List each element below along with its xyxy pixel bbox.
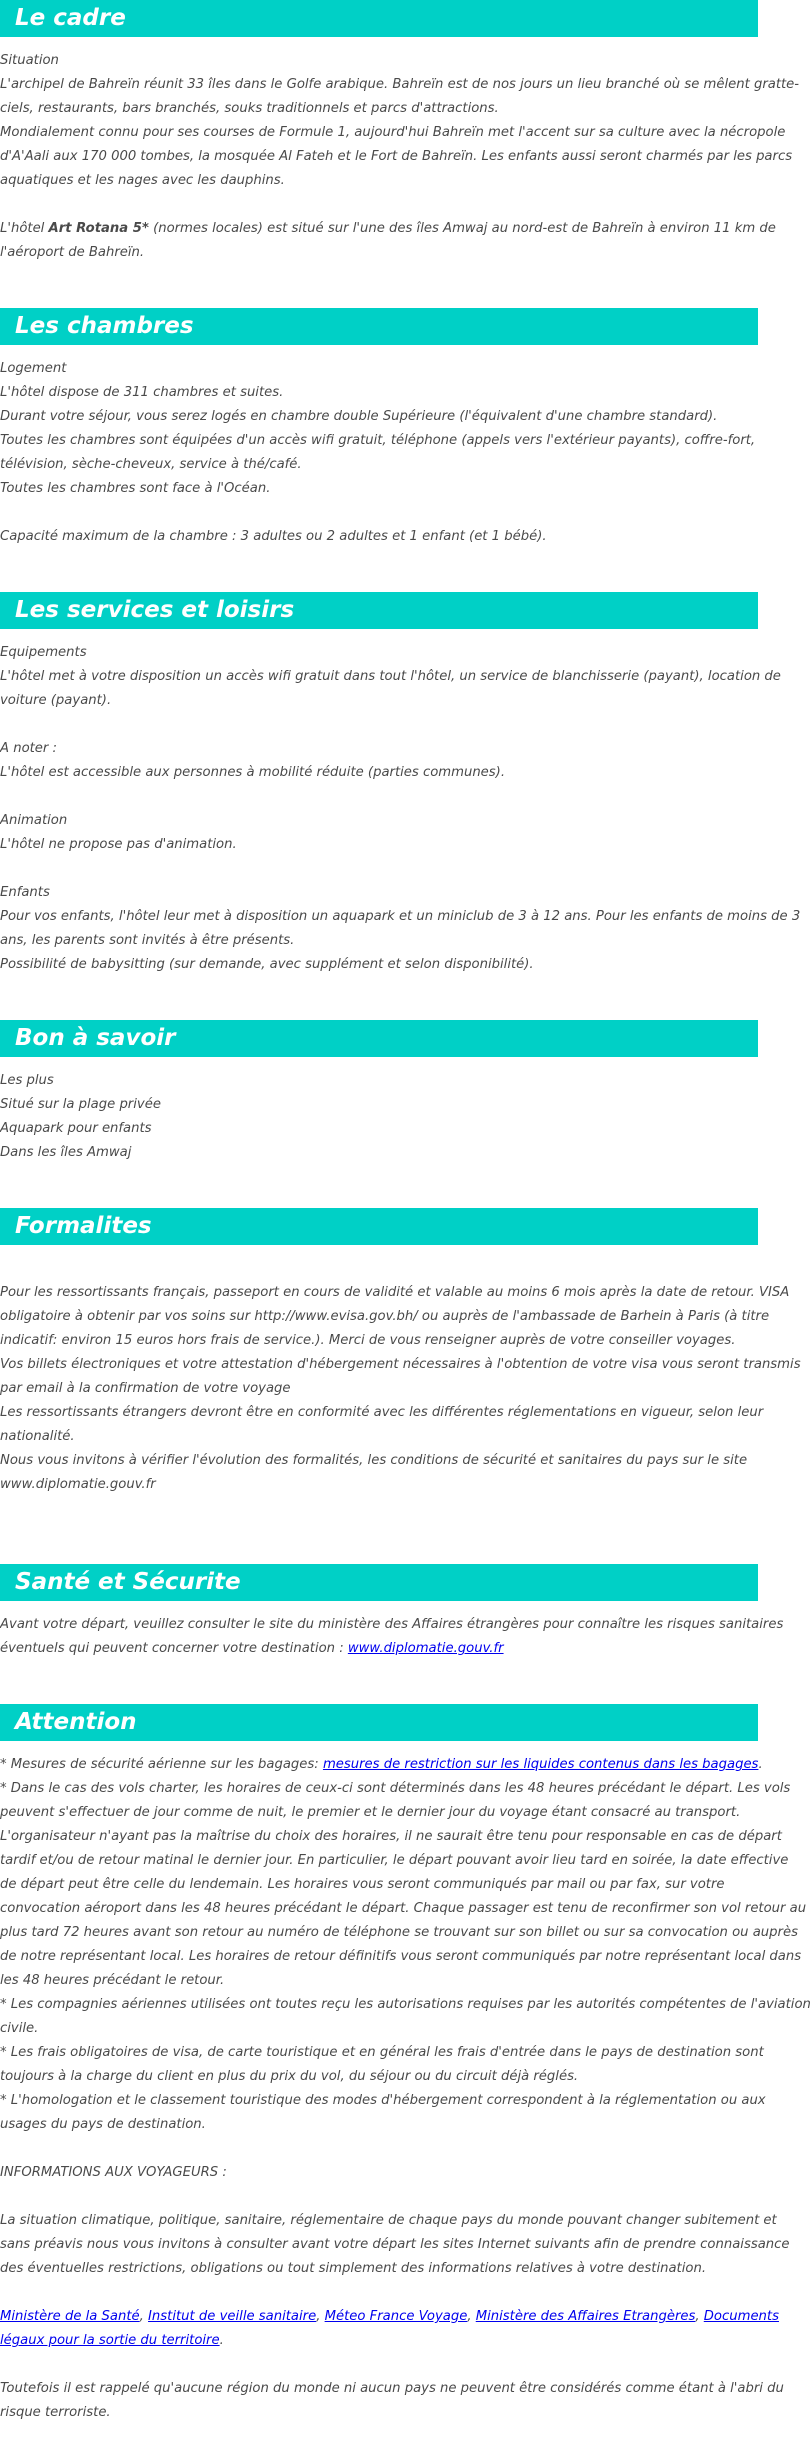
text-line: L'archipel de Bahreïn réunit 33 îles dans le Golfe arabique. Bahreïn est de nos jours un lieu branché où se mêlent gratte- [0,77,800,92]
text-line: les 48 heures précédant le retour. [0,1973,225,1988]
text-line: Les ressortissants étrangers devront être en conformité avec les différentes réglementations en vigueur, selon leur [0,1405,764,1420]
text-line: télévision, sèche-cheveux, service à thé/café. [0,457,302,472]
section-services-loisirs [0,592,801,977]
text-line: Situation [0,53,59,68]
text-line: aquatiques et les nages avec les dauphins. [0,173,285,188]
text-line [0,193,758,217]
text-line [0,2353,758,2377]
separator: , [316,2309,325,2324]
section-title: Formalites [0,1208,758,1245]
section-attention [0,1704,811,2425]
text-line: Dans les îles Amwaj [0,1145,132,1160]
text-line: indicatif: environ 15 euros hors frais de service.). Merci de vous renseigner auprès de votre conseiller voyages. [0,1333,736,1348]
documents-legaux-link[interactable]: Documents [703,2309,779,2324]
section-title: Attention [0,1704,758,1741]
text-line: * Les frais obligatoires de visa, de carte touristique et en général les frais d'entrée dans le pays de destination sont [0,2045,764,2060]
text-line: L'hôtel dispose de 311 chambres et suites. [0,385,284,400]
section-title: Les services et loisirs [0,592,758,629]
link-prefix: éventuels qui peuvent concerner votre destination : [0,1641,348,1656]
text-line: * Les compagnies aériennes utilisées ont toutes reçu les autorisations requises par les autorités compétentes de l'aviation [0,1997,811,2012]
section-sante-securite [0,1564,784,1661]
text-line: Avant votre départ, veuillez consulter le site du ministère des Affaires étrangères pour connaître les risques sanitaires [0,1617,784,1632]
text-line: Equipements [0,645,87,660]
text-line [0,1257,758,1281]
hotel-line [0,217,776,241]
text-line: voiture (payant). [0,693,112,708]
text-line: convocation aéroport dans les 48 heures précédant le départ. Chaque passager est tenu de reconfirmer son vol retour au [0,1901,807,1916]
separator: , [695,2309,704,2324]
text-line: www.diplomatie.gouv.fr [0,1477,156,1492]
text-line: civile. [0,2021,39,2036]
text-line [0,857,758,881]
hotel-suffix: (normes locales) est situé sur l'une des îles Amwaj au nord-est de Bahreïn à environ 11 km de [148,221,776,236]
separator: , [467,2309,476,2324]
liquids-restriction-link[interactable]: mesures de restriction sur les liquides contenus dans les bagages [322,1757,759,1772]
link-suffix: . [758,1757,763,1772]
text-line [0,713,758,737]
text-line: de départ peut être celle du lendemain. Les horaires vous seront communiqués par mail ou par fax, sur votre [0,1877,725,1892]
text-line: toujours à la charge du client en plus du prix du vol, du séjour ou du circuit déjà réglés. [0,2069,579,2084]
text-line: obligatoire à obtenir par vos soins sur http://www.evisa.gov.bh/ ou auprès de l'ambassade de Barhein à Paris (à titre [0,1309,770,1324]
text-line: Possibilité de babysitting (sur demande, avec supplément et selon disponibilité). [0,957,534,972]
text-line: L'hôtel ne propose pas d'animation. [0,837,237,852]
text-line: L'organisateur n'ayant pas la maîtrise du choix des horaires, il ne saurait être tenu pour responsable en cas de départ [0,1829,782,1844]
text-line: ciels, restaurants, bars branchés, souks traditionnels et parcs d'attractions. [0,101,499,116]
diplomatie-link[interactable]: www.diplomatie.gouv.fr [347,1641,504,1656]
section-formalites [0,1208,801,1497]
section-title: Bon à savoir [0,1020,758,1057]
text-line: Nous vous invitons à vérifier l'évolution des formalités, les conditions de sécurité et sanitaires du pays sur le site [0,1453,748,1468]
affaires-etrangeres-link[interactable]: Ministère des Affaires Etrangères [475,2309,696,2324]
text-line: Durant votre séjour, vous serez logés en chambre double Supérieure (l'équivalent d'une chambre standard). [0,409,718,424]
section-title: Le cadre [0,0,758,37]
official-links-line [0,2305,779,2329]
text-line: nationalité. [0,1429,75,1444]
text-line: des éventuelles restrictions, obligations ou tout simplement des informations relatives à votre destination. [0,2261,707,2276]
text-line: Vos billets électroniques et votre attestation d'hébergement nécessaires à l'obtention de votre visa vous seront transmis [0,1357,801,1372]
text-line [0,1753,763,1777]
text-line: * L'homologation et le classement touristique des modes d'hébergement correspondent à la réglementation ou aux [0,2093,766,2108]
text-line: L'hôtel met à votre disposition un accès wifi gratuit dans tout l'hôtel, un service de blanchisserie (payant), location de [0,669,781,684]
hotel-prefix: L'hôtel [0,221,49,236]
text-line [0,2137,758,2161]
section-title: Santé et Sécurite [0,1564,758,1601]
text-line: sans préavis nous vous invitons à consulter avant votre départ les sites Internet suivants afin de prendre connaissance [0,2237,790,2252]
text-line: * Dans le cas des vols charter, les horaires de ceux-ci sont déterminés dans les 48 heures précédant le départ. Les vols [0,1781,791,1796]
link-prefix: * Mesures de sécurité aérienne sur les bagages: [0,1757,323,1772]
text-line [0,501,758,525]
official-links-line [0,2329,758,2353]
text-line: INFORMATIONS AUX VOYAGEURS : [0,2165,227,2180]
text-line [0,785,758,809]
hotel-name: Art Rotana 5* [48,221,149,236]
text-line: A noter : [0,741,57,756]
section-bon-a-savoir [0,1020,758,1165]
section-le-cadre [0,0,800,265]
meteo-france-link[interactable]: Méteo France Voyage [324,2309,468,2324]
text-line: Aquapark pour enfants [0,1121,152,1136]
text-line: Toutes les chambres sont équipées d'un accès wifi gratuit, téléphone (appels vers l'extérieur payants), coffre-fort, [0,433,756,448]
text-line: usages du pays de destination. [0,2117,206,2132]
text-line [0,2281,758,2305]
text-line: ans, les parents sont invités à être présents. [0,933,295,948]
text-line: Pour vos enfants, l'hôtel leur met à disposition un aquapark et un miniclub de 3 à 12 ans. Pour les enfants de moins de 3 [0,909,801,924]
text-line: Logement [0,361,67,376]
text-line: Toutes les chambres sont face à l'Océan. [0,481,271,496]
text-line: risque terroriste. [0,2405,111,2420]
veille-sanitaire-link[interactable]: Institut de veille sanitaire [148,2309,317,2324]
text-line: par email à la confirmation de votre voyage [0,1381,291,1396]
separator: , [139,2309,149,2324]
text-line [0,1637,758,1661]
text-line: Toutefois il est rappelé qu'aucune région du monde ni aucun pays ne peuvent être considérés comme étant à l'abri du [0,2381,784,2396]
text-line: Situé sur la plage privée [0,1097,161,1112]
text-line: de notre représentant local. Les horaires de retour définitifs vous seront communiqués par notre représentant local dans [0,1949,802,1964]
text-line: tardif et/ou de retour matinal le dernier jour. En particulier, le départ pouvant avoir lieu tard en soirée, la date effective [0,1853,789,1868]
text-line: Capacité maximum de la chambre : 3 adultes ou 2 adultes et 1 enfant (et 1 bébé). [0,529,547,544]
text-line: Pour les ressortissants français, passeport en cours de validité et valable au moins 6 mois après la date de retour. VISA [0,1285,790,1300]
section-title: Les chambres [0,308,758,345]
text-line: La situation climatique, politique, sanitaire, réglementaire de chaque pays du monde pouvant changer subitement et [0,2213,777,2228]
period: . [219,2333,224,2348]
text-line: Mondialement connu pour ses courses de Formule 1, aujourd'hui Bahreïn met l'accent sur sa culture avec la nécropole [0,125,786,140]
text-line: L'hôtel est accessible aux personnes à mobilité réduite (parties communes). [0,765,506,780]
text-line: Animation [0,813,68,828]
text-line: d'A'Aali aux 170 000 tombes, la mosquée Al Fateh et le Fort de Bahreïn. Les enfants aussi seront charmés par les parcs [0,149,793,164]
ministere-sante-link[interactable]: Ministère de la Santé [0,2309,140,2324]
text-line: plus tard 72 heures avant son retour au numéro de téléphone se trouvant sur son billet ou sur sa convocation ou auprès [0,1925,798,1940]
section-les-chambres [0,308,758,549]
text-line: Enfants [0,885,50,900]
text-line: Les plus [0,1073,54,1088]
text-line [0,2185,758,2209]
text-line: peuvent s'effectuer de jour comme de nuit, le premier et le dernier jour du voyage étant consacré au transport. [0,1805,741,1820]
text-line: l'aéroport de Bahreïn. [0,245,145,260]
documents-legaux-link-cont[interactable]: légaux pour la sortie du territoire [0,2333,220,2348]
